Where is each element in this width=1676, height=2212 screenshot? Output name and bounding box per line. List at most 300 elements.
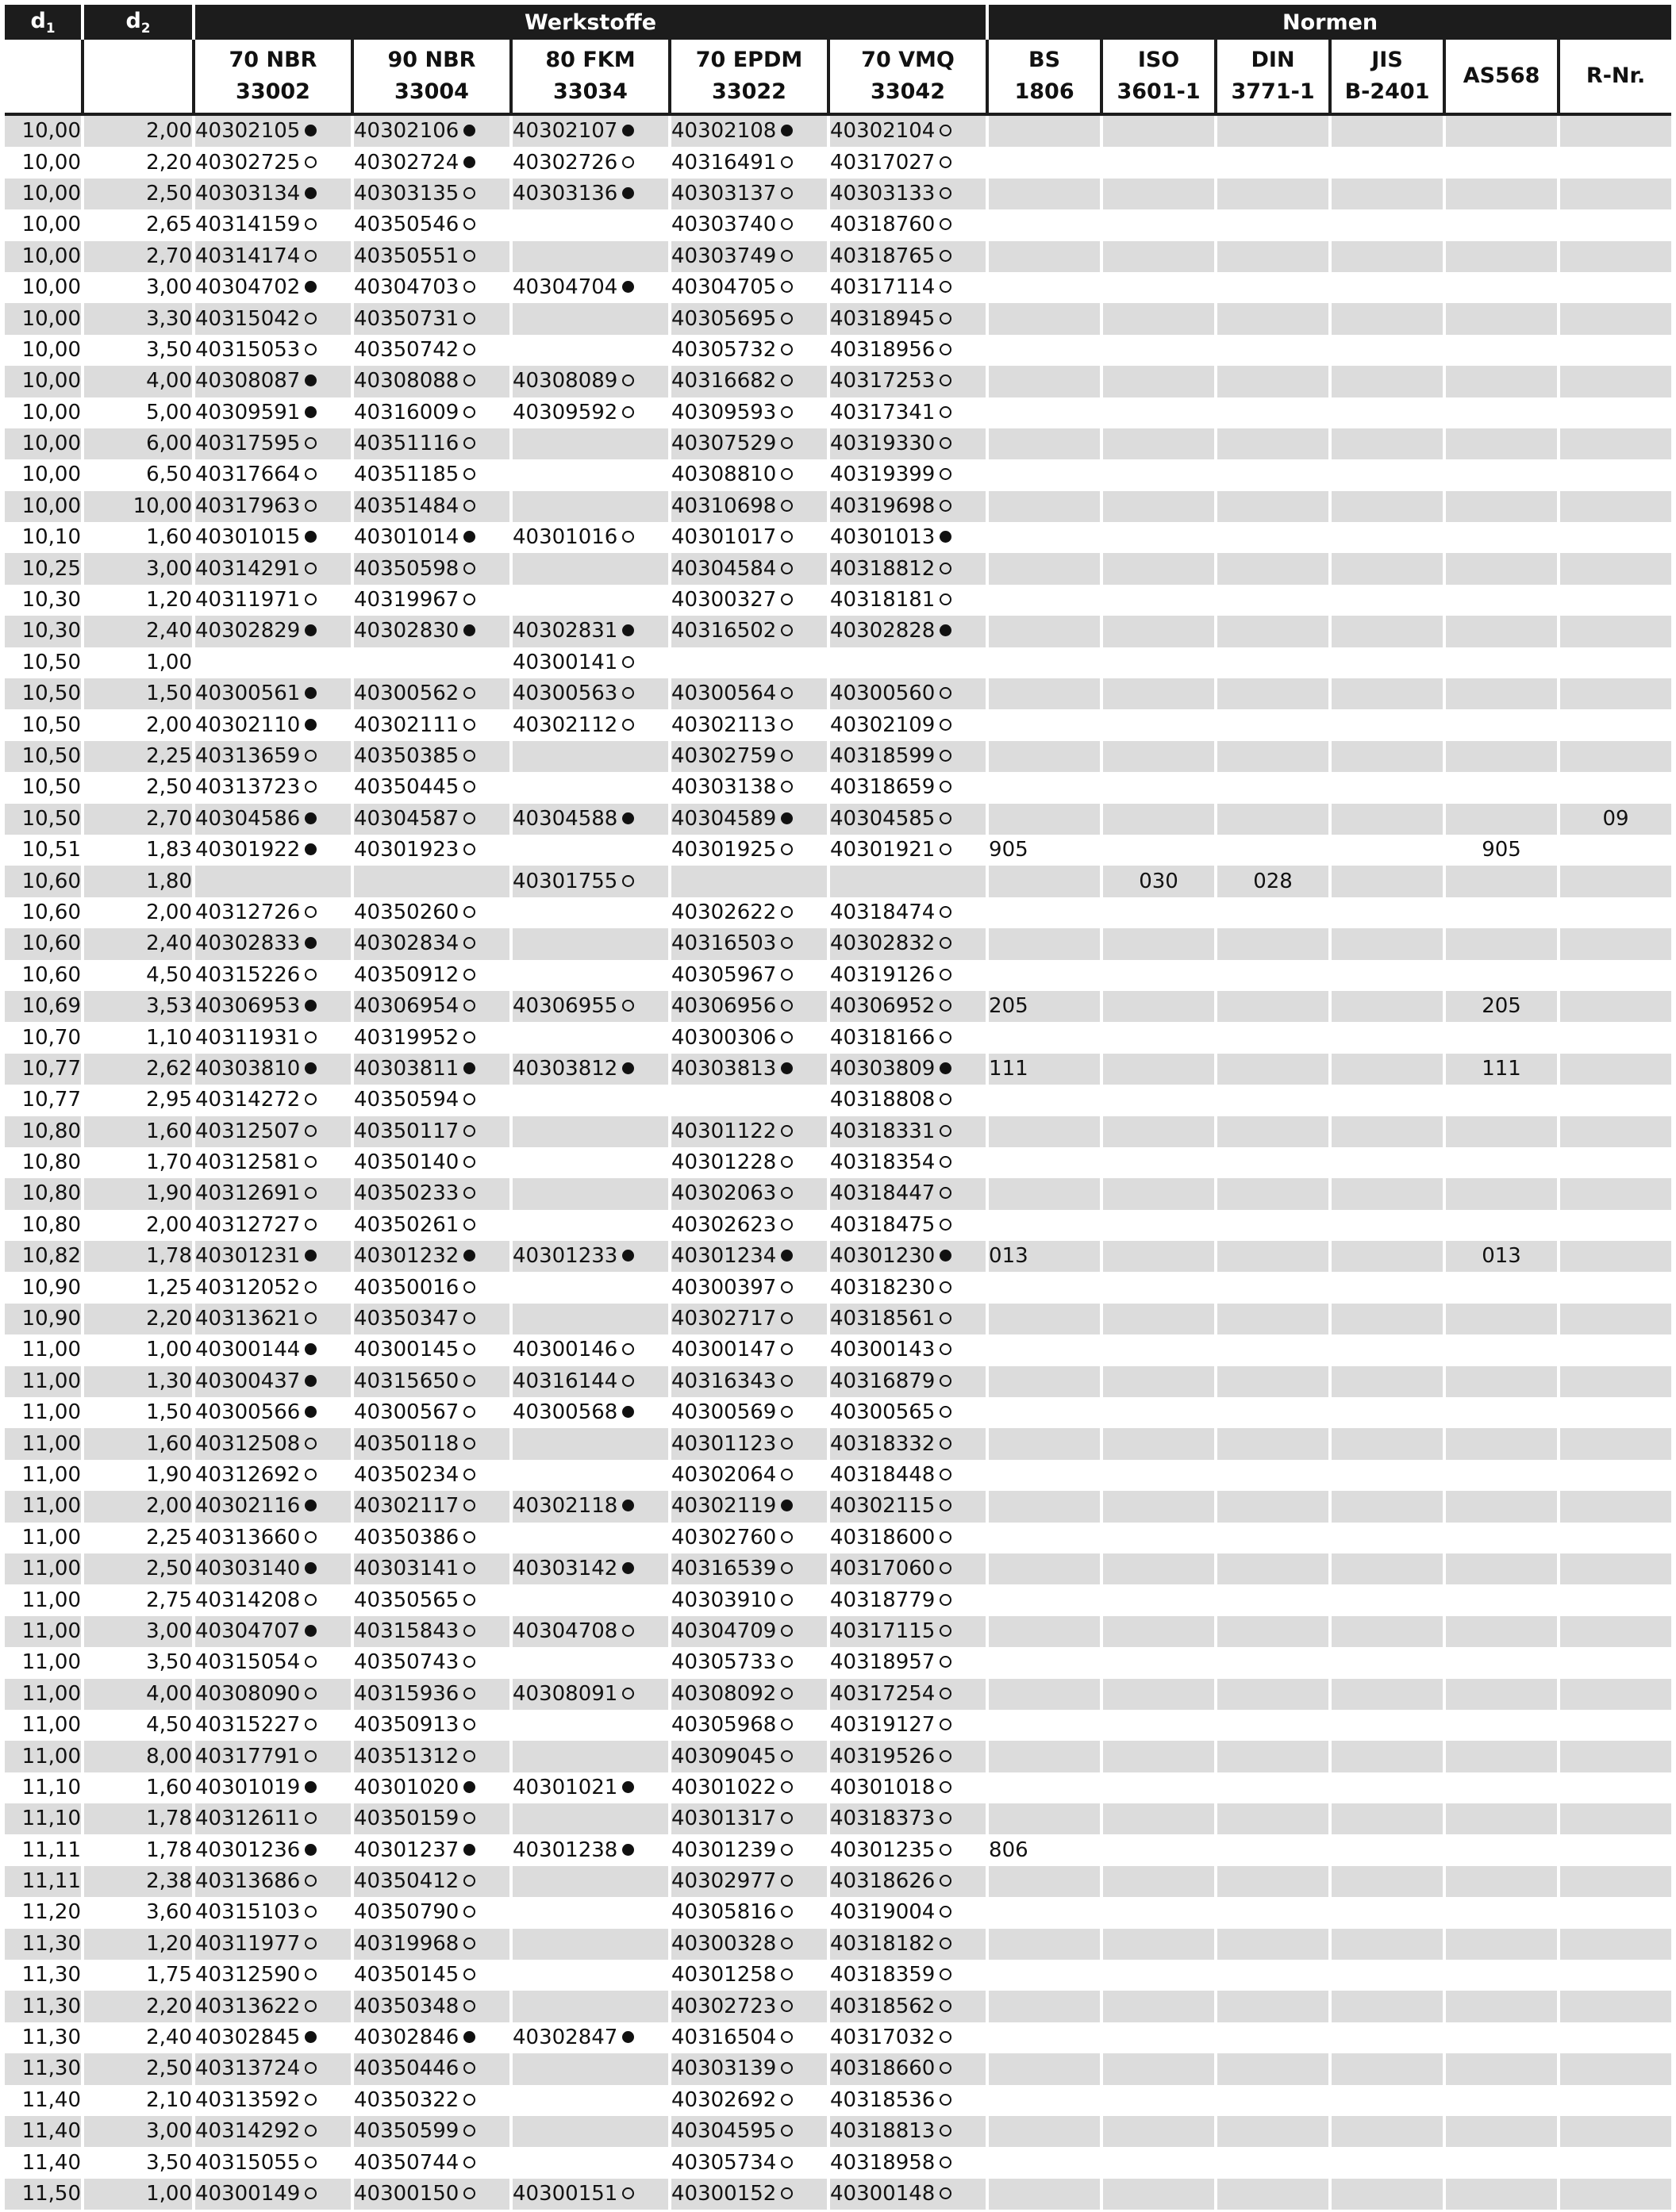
- article-cell-value: 40302725: [195, 150, 301, 175]
- article-cell: [671, 647, 830, 678]
- d2-cell-value: 2,25: [146, 1525, 192, 1550]
- article-cell: [513, 1491, 671, 1522]
- article-cell: [513, 1772, 671, 1803]
- d1-cell-value: 10,00: [21, 306, 81, 331]
- norm-cell: [1217, 897, 1332, 928]
- empty-circle-icon: [781, 719, 793, 731]
- table-row: [5, 1523, 1671, 1553]
- article-cell: [671, 678, 830, 709]
- norm-cell: [1217, 1147, 1332, 1178]
- d1-cell-value: 11,00: [21, 1400, 81, 1425]
- material-header-70nbr: 70 NBR 33002: [195, 40, 354, 116]
- article-cell: [671, 804, 830, 835]
- norm-cell: [989, 1679, 1103, 1710]
- norm-cell: [989, 991, 1103, 1022]
- d1-cell-value: 10,00: [21, 432, 81, 456]
- article-cell: [195, 1304, 354, 1334]
- d2-cell-value: 2,50: [146, 1557, 192, 1581]
- article-cell-value: 40305967: [671, 962, 777, 987]
- norm-cell: [989, 1866, 1103, 1897]
- d1-cell-value: 10,00: [21, 213, 81, 237]
- d2-cell-value: 1,75: [146, 1963, 192, 1987]
- article-cell-value: 40313621: [195, 1307, 301, 1331]
- empty-circle-icon: [305, 1125, 317, 1137]
- empty-circle-icon: [781, 906, 793, 918]
- empty-circle-icon: [305, 1438, 317, 1450]
- d1-cell-value: 10,60: [21, 931, 81, 956]
- norm-cell: [1560, 1022, 1671, 1053]
- filled-circle-icon: [781, 1500, 793, 1511]
- norm-cell: [1332, 2085, 1446, 2116]
- article-cell: [354, 1772, 513, 1803]
- article-cell: [671, 772, 830, 803]
- article-cell-value: 40301234: [671, 1244, 777, 1269]
- norm-cell: [1560, 2179, 1671, 2210]
- article-cell-value: 40311977: [195, 1931, 301, 1956]
- filled-circle-icon: [305, 1250, 317, 1262]
- article-cell: [354, 1304, 513, 1334]
- empty-circle-icon: [781, 1031, 793, 1043]
- article-cell: [513, 928, 671, 959]
- empty-circle-icon: [463, 1656, 475, 1668]
- article-cell: [671, 2179, 830, 2210]
- article-cell: [513, 1428, 671, 1459]
- norm-cell: [1560, 678, 1671, 709]
- norm-cell: [1560, 1304, 1671, 1334]
- article-cell: [513, 2116, 671, 2147]
- d2-cell: [84, 804, 195, 835]
- d1-cell-value: 11,00: [21, 1681, 81, 1706]
- filled-circle-icon: [622, 624, 634, 636]
- norm-cell: [989, 1334, 1103, 1365]
- empty-circle-icon: [463, 1281, 475, 1293]
- d2-cell-value: 2,65: [146, 213, 192, 237]
- norm-cell: [1332, 1241, 1446, 1272]
- article-cell: [195, 835, 354, 866]
- norm-cell: [989, 303, 1103, 334]
- empty-circle-icon: [463, 1968, 475, 1980]
- norm-cell: [1332, 1085, 1446, 1116]
- norm-cell: [1217, 116, 1332, 147]
- article-cell-value: 40302759: [671, 744, 777, 768]
- d2-cell-value: 1,90: [146, 1462, 192, 1487]
- article-cell-value: 40318760: [830, 213, 936, 237]
- article-cell: [354, 1491, 513, 1522]
- article-cell: [513, 1366, 671, 1397]
- article-cell: [830, 1647, 989, 1678]
- norm-cell: [1103, 647, 1217, 678]
- empty-circle-icon: [305, 2062, 317, 2074]
- empty-circle-icon: [463, 1531, 475, 1543]
- empty-circle-icon: [305, 313, 317, 325]
- norm-cell: [989, 1210, 1103, 1241]
- article-cell: [513, 147, 671, 178]
- empty-circle-icon: [781, 1781, 793, 1793]
- article-cell: [354, 1272, 513, 1303]
- article-cell-value: 40350445: [354, 775, 459, 800]
- norm-cell: [1446, 1334, 1560, 1365]
- d1-cell-value: 10,50: [21, 775, 81, 800]
- norm-cell: [1103, 241, 1217, 272]
- d2-cell-value: 2,70: [146, 244, 192, 268]
- article-cell: [830, 1210, 989, 1241]
- table-body: [5, 116, 1671, 2210]
- d2-cell-value: 2,00: [146, 1212, 192, 1237]
- norm-cell: [1217, 272, 1332, 303]
- article-cell: [671, 428, 830, 459]
- norm-cell: [1217, 1929, 1332, 1960]
- article-cell: [195, 553, 354, 584]
- article-cell: [671, 1366, 830, 1397]
- article-cell: [354, 1241, 513, 1272]
- table-row: [5, 1210, 1671, 1241]
- filled-circle-icon: [622, 1500, 634, 1511]
- article-cell: [354, 1710, 513, 1741]
- norm-cell: [1332, 1929, 1446, 1960]
- norm-cell: [1332, 741, 1446, 772]
- norm-cell: [1560, 1710, 1671, 1741]
- d2-cell: [84, 1679, 195, 1710]
- empty-circle-icon: [940, 1125, 951, 1137]
- d1-cell-value: 10,30: [21, 588, 81, 613]
- article-cell: [195, 366, 354, 397]
- article-cell: [195, 1960, 354, 1991]
- article-cell: [513, 397, 671, 428]
- article-cell-value: 40302119: [671, 1494, 777, 1519]
- article-cell-value: 40304704: [513, 275, 618, 300]
- article-cell: [513, 1397, 671, 1428]
- article-cell: [671, 241, 830, 272]
- d1-cell-value: 11,40: [21, 2150, 81, 2175]
- norm-cell: [1332, 397, 1446, 428]
- d1-cell: [5, 1272, 84, 1303]
- article-cell-value: 40318812: [830, 556, 936, 581]
- article-cell: [513, 272, 671, 303]
- d1-cell-value: 11,00: [21, 1525, 81, 1550]
- d1-cell: [5, 616, 84, 647]
- norm-cell: [1446, 553, 1560, 584]
- d2-cell: [84, 1178, 195, 1209]
- empty-circle-icon: [622, 406, 634, 418]
- norm-cell: [1217, 459, 1332, 490]
- filled-circle-icon: [940, 531, 951, 543]
- empty-circle-icon: [463, 1719, 475, 1730]
- d1-cell-value: 10,70: [21, 1025, 81, 1050]
- article-cell-value: 40304588: [513, 806, 618, 831]
- article-cell: [195, 1147, 354, 1178]
- norm-cell: [989, 1929, 1103, 1960]
- article-cell-value: 40318475: [830, 1212, 936, 1237]
- norm-cell: [989, 1241, 1103, 1272]
- article-cell-value: 40312507: [195, 1119, 301, 1143]
- d2-cell: [84, 1647, 195, 1678]
- d2-cell: [84, 1991, 195, 2022]
- group-header-row: [5, 5, 1671, 40]
- article-cell-value: 40303141: [354, 1557, 459, 1581]
- d1-cell-value: 10,60: [21, 869, 81, 893]
- norm-cell: [989, 647, 1103, 678]
- article-cell: [830, 1272, 989, 1303]
- norm-cell: [1332, 428, 1446, 459]
- norm-cell: [1103, 1460, 1217, 1491]
- article-cell: [513, 1210, 671, 1241]
- article-cell: [671, 960, 830, 991]
- article-cell: [354, 897, 513, 928]
- empty-circle-icon: [305, 1219, 317, 1231]
- empty-circle-icon: [781, 156, 793, 168]
- norm-cell: [1217, 303, 1332, 334]
- article-cell: [830, 1834, 989, 1865]
- article-cell-value: 40304709: [671, 1619, 777, 1643]
- article-cell: [195, 960, 354, 991]
- article-cell-value: 40350234: [354, 1462, 459, 1487]
- article-cell-value: 40302063: [671, 1181, 777, 1206]
- norm-cell: [1103, 179, 1217, 209]
- norm-cell: [989, 459, 1103, 490]
- d1-cell: [5, 1491, 84, 1522]
- article-cell: [195, 647, 354, 678]
- article-cell: [354, 1428, 513, 1459]
- norm-cell: [1560, 1616, 1671, 1647]
- norm-cell: [989, 397, 1103, 428]
- article-cell: [830, 1428, 989, 1459]
- article-cell: [671, 897, 830, 928]
- article-cell-value: 40300397: [671, 1275, 777, 1300]
- norm-cell: [1560, 1210, 1671, 1241]
- d1-cell-value: 11,00: [21, 1494, 81, 1519]
- norm-cell: [1103, 1210, 1217, 1241]
- article-cell: [195, 1460, 354, 1491]
- norm-cell: [1217, 147, 1332, 178]
- article-cell-value: 40306956: [671, 994, 777, 1019]
- norm-cell: [1560, 1991, 1671, 2022]
- empty-circle-icon: [305, 1093, 317, 1105]
- article-cell-value: 40318230: [830, 1275, 936, 1300]
- d1-cell-value: 10,80: [21, 1212, 81, 1237]
- empty-circle-icon: [305, 1531, 317, 1543]
- norm-cell: [1103, 1428, 1217, 1459]
- d1-cell: [5, 1210, 84, 1241]
- article-cell: [671, 2085, 830, 2116]
- d2-cell: [84, 522, 195, 553]
- norm-cell: [1217, 522, 1332, 553]
- article-cell: [671, 1866, 830, 1897]
- article-cell: [354, 741, 513, 772]
- norm-cell: [1217, 1803, 1332, 1834]
- article-cell-value: 40318945: [830, 306, 936, 331]
- norm-cell: [1103, 459, 1217, 490]
- norm-cell: [1217, 241, 1332, 272]
- article-cell: [671, 928, 830, 959]
- d1-cell: [5, 741, 84, 772]
- article-cell-value: 40317254: [830, 1681, 936, 1706]
- norm-cell: [1332, 2116, 1446, 2147]
- d2-cell-value: 2,40: [146, 931, 192, 956]
- d2-cell: [84, 928, 195, 959]
- table-row: [5, 1428, 1671, 1459]
- norm-cell: [1217, 1085, 1332, 1116]
- norm-cell: [1446, 1553, 1560, 1584]
- article-cell: [195, 585, 354, 616]
- article-cell: [195, 1584, 354, 1615]
- article-cell-value: 40319968: [354, 1931, 459, 1956]
- empty-circle-icon: [463, 1500, 475, 1511]
- norm-cell: [1560, 116, 1671, 147]
- d1-cell: [5, 897, 84, 928]
- article-cell-value: 40318599: [830, 744, 936, 768]
- article-cell: [513, 428, 671, 459]
- empty-circle-icon: [305, 1031, 317, 1043]
- empty-circle-icon: [781, 1719, 793, 1730]
- article-cell: [354, 241, 513, 272]
- norm-cell: [1560, 2116, 1671, 2147]
- article-cell: [513, 491, 671, 522]
- norm-cell: [1217, 1584, 1332, 1615]
- norm-cell: [989, 804, 1103, 835]
- norm-cell: [1560, 2147, 1671, 2178]
- article-cell-value: 40303133: [830, 181, 936, 205]
- norm-cell: [1103, 1304, 1217, 1334]
- article-cell: [671, 303, 830, 334]
- d2-cell-value: 1,83: [146, 838, 192, 862]
- norm-cell: [1103, 866, 1217, 897]
- d1-cell-value: 10,00: [21, 463, 81, 487]
- d1-cell: [5, 397, 84, 428]
- norm-cell: [1332, 1022, 1446, 1053]
- article-cell: [513, 2179, 671, 2210]
- d1-cell-value: 10,90: [21, 1275, 81, 1300]
- article-cell: [195, 335, 354, 366]
- article-cell-value: 40305733: [671, 1650, 777, 1675]
- table-row: [5, 1553, 1671, 1584]
- d1-cell-value: 10,00: [21, 369, 81, 394]
- article-cell-value: 40350565: [354, 1588, 459, 1612]
- article-cell-value: 40304585: [830, 806, 936, 831]
- article-cell-value: 40309045: [671, 1744, 777, 1768]
- article-cell: [830, 272, 989, 303]
- article-cell-value: 40318359: [830, 1963, 936, 1987]
- article-cell: [195, 303, 354, 334]
- d2-cell: [84, 366, 195, 397]
- norm-cell: [1217, 179, 1332, 209]
- filled-circle-icon: [940, 1250, 951, 1262]
- table-row: [5, 459, 1671, 490]
- d1-cell-value: 10,10: [21, 525, 81, 550]
- d2-cell: [84, 1054, 195, 1085]
- norm-cell: [1332, 1272, 1446, 1303]
- article-cell-value: 40317664: [195, 463, 301, 487]
- d1-cell: [5, 2147, 84, 2178]
- norm-cell: [1446, 209, 1560, 240]
- article-cell-value: 40301236: [195, 1838, 301, 1862]
- article-cell: [195, 741, 354, 772]
- d2-cell: [84, 491, 195, 522]
- article-cell-value: 40350016: [354, 1275, 459, 1300]
- norm-cell: [1446, 1178, 1560, 1209]
- d2-cell: [84, 1929, 195, 1960]
- norm-cell: [989, 1553, 1103, 1584]
- empty-circle-icon: [940, 1469, 951, 1480]
- empty-circle-icon: [781, 1406, 793, 1418]
- article-cell-value: 40308089: [513, 369, 618, 394]
- d1-cell-value: 10,77: [21, 1088, 81, 1112]
- d1-cell-value: 11,11: [21, 1869, 81, 1894]
- d1-cell: [5, 179, 84, 209]
- article-cell: [830, 897, 989, 928]
- article-cell-value: 40301123: [671, 1431, 777, 1456]
- d2-cell: [84, 1523, 195, 1553]
- empty-circle-icon: [781, 1219, 793, 1231]
- article-cell: [354, 2147, 513, 2178]
- article-cell: [830, 1991, 989, 2022]
- article-cell-value: 40313723: [195, 775, 301, 800]
- norm-cell-value: 013: [1482, 1244, 1521, 1269]
- norm-cell: [1560, 1116, 1671, 1147]
- table-row: [5, 1584, 1671, 1615]
- norm-header-din: DIN 3771-1: [1217, 40, 1332, 116]
- norm-cell: [1103, 1022, 1217, 1053]
- norm-cell: [1332, 709, 1446, 740]
- norm-cell: [1217, 2147, 1332, 2178]
- d2-cell: [84, 1897, 195, 1928]
- norm-cell: [1560, 1553, 1671, 1584]
- norm-cell: [1103, 147, 1217, 178]
- norm-cell: [1560, 1241, 1671, 1272]
- article-cell: [671, 835, 830, 866]
- empty-circle-icon: [463, 843, 475, 855]
- table-row: [5, 2147, 1671, 2178]
- table-row: [5, 1616, 1671, 1647]
- d2-cell-value: 1,60: [146, 525, 192, 550]
- empty-circle-icon: [463, 2094, 475, 2106]
- article-cell: [671, 1929, 830, 1960]
- d2-cell: [84, 1491, 195, 1522]
- norm-cell: [1103, 522, 1217, 553]
- d2-cell-value: 2,00: [146, 1494, 192, 1519]
- filled-circle-icon: [305, 1000, 317, 1012]
- empty-circle-icon: [463, 2187, 475, 2199]
- empty-circle-icon: [940, 374, 951, 386]
- d2-cell: [84, 1334, 195, 1365]
- article-cell-value: 40302830: [354, 619, 459, 643]
- d1-cell: [5, 991, 84, 1022]
- article-cell: [671, 116, 830, 147]
- d2-cell-value: 2,20: [146, 1307, 192, 1331]
- empty-circle-icon: [305, 1875, 317, 1887]
- d2-cell-value: 5,00: [146, 400, 192, 424]
- article-cell-value: 40303134: [195, 181, 301, 205]
- empty-circle-icon: [305, 1156, 317, 1168]
- article-cell-value: 40350159: [354, 1807, 459, 1831]
- article-cell: [354, 709, 513, 740]
- norm-cell: [1560, 303, 1671, 334]
- article-cell-value: 40306955: [513, 994, 618, 1019]
- empty-circle-icon: [781, 1281, 793, 1293]
- norm-cell: [1446, 241, 1560, 272]
- norm-cell: [1560, 2053, 1671, 2084]
- norm-cell: [1560, 585, 1671, 616]
- article-cell-value: 40300561: [195, 682, 301, 706]
- article-cell: [671, 1991, 830, 2022]
- empty-circle-icon: [305, 1968, 317, 1980]
- article-cell-value: 40304587: [354, 806, 459, 831]
- d2-cell: [84, 1834, 195, 1865]
- empty-circle-icon: [781, 1187, 793, 1199]
- article-cell: [671, 1960, 830, 1991]
- article-cell: [195, 491, 354, 522]
- article-cell: [513, 1054, 671, 1085]
- article-cell-value: 40350233: [354, 1181, 459, 1206]
